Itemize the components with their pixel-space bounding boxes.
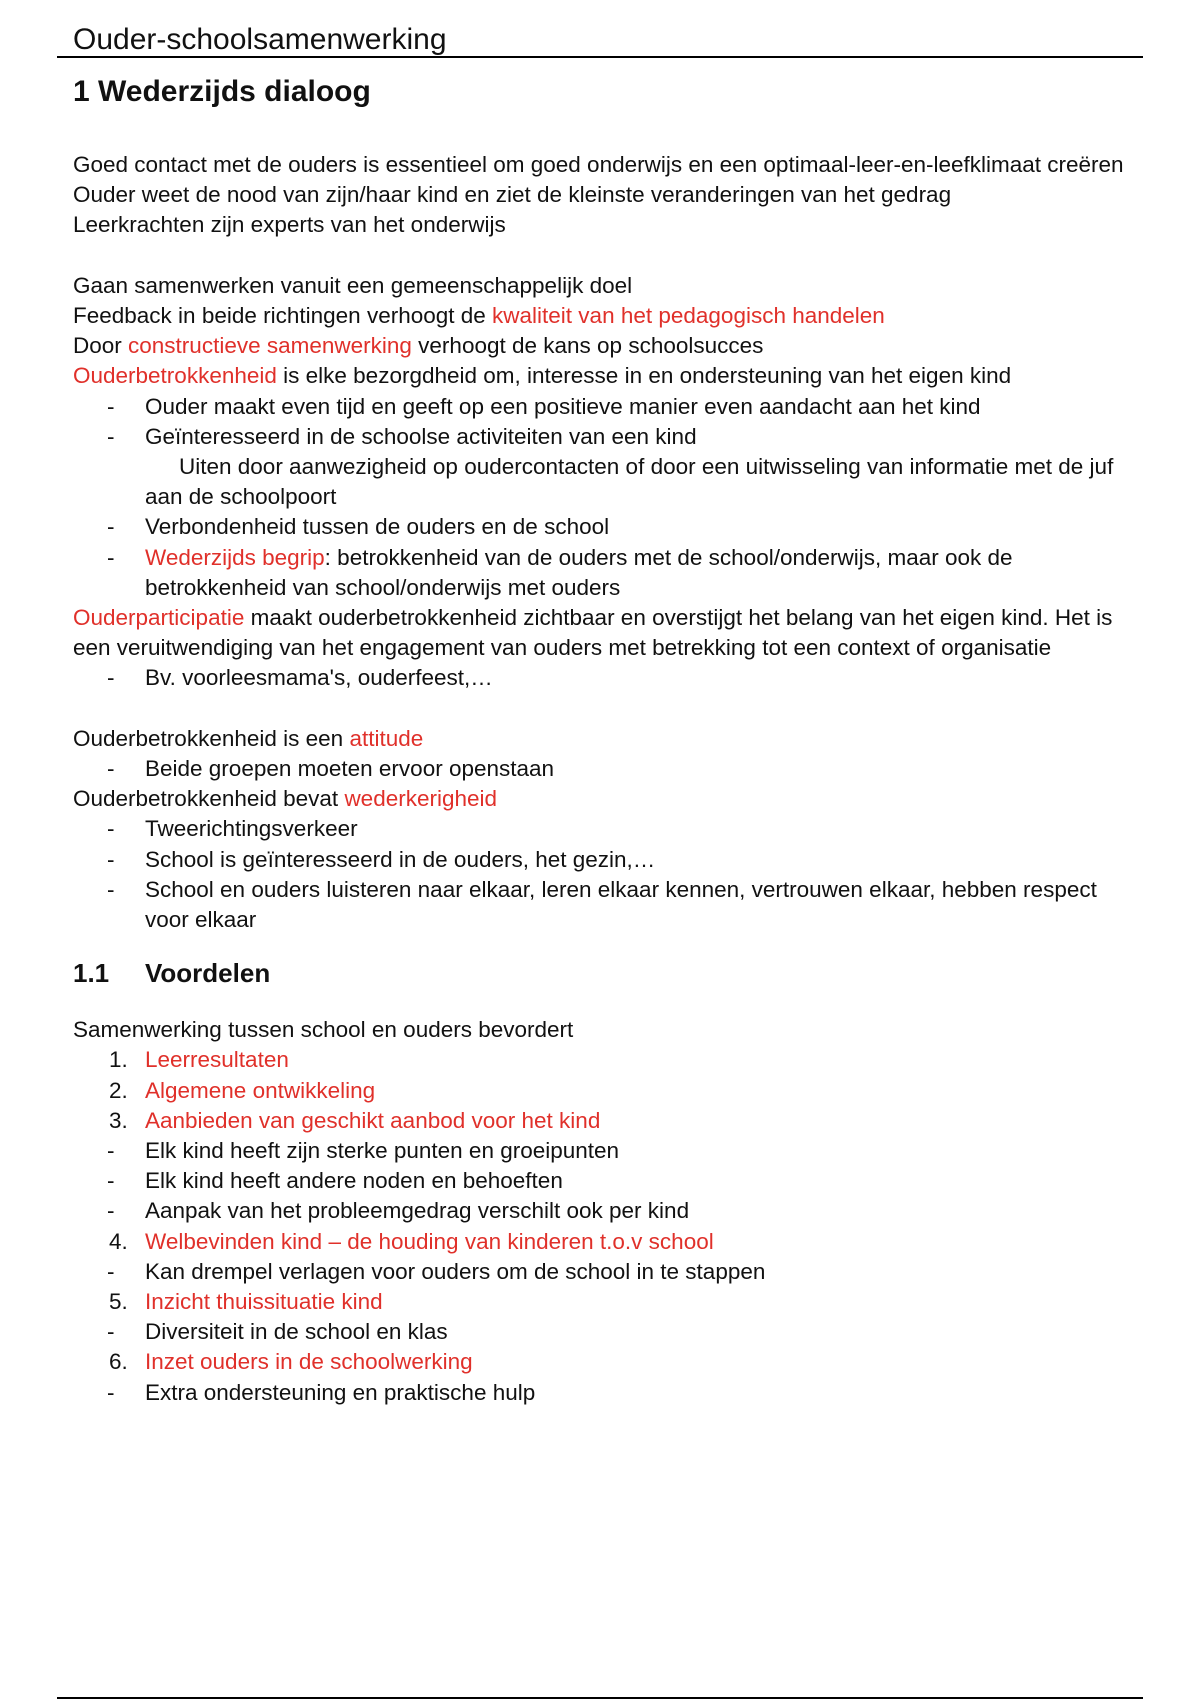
header-rule bbox=[57, 56, 1143, 58]
bullet-dash: - bbox=[107, 1319, 115, 1345]
highlight-term: Inzet ouders in de schoolwerking bbox=[145, 1349, 473, 1375]
list-item bbox=[73, 875, 1143, 935]
text: Ouderbetrokkenheid bevat bbox=[73, 786, 345, 812]
list-number: 4. bbox=[109, 1228, 128, 1254]
list-item-text: Kan drempel verlagen voor ouders om de school in te stappen bbox=[145, 1258, 766, 1284]
list-item bbox=[73, 422, 1143, 452]
spacer bbox=[73, 241, 1143, 271]
highlight-term: attitude bbox=[349, 725, 424, 751]
heading-text: Voordelen bbox=[145, 958, 271, 989]
text: Ouderbetrokkenheid is een bbox=[73, 725, 350, 751]
list-item bbox=[73, 392, 1143, 422]
numbered-item bbox=[73, 1076, 1143, 1106]
bullet-dash: - bbox=[107, 756, 115, 782]
bullet-dash: - bbox=[107, 544, 115, 570]
list-item-text: Aanpak van het probleemgedrag verschilt ook per kind bbox=[145, 1198, 690, 1224]
list-item-text: Verbondenheid tussen de ouders en de school bbox=[145, 514, 610, 540]
highlight-term: wederkerigheid bbox=[344, 786, 498, 812]
heading-number: 1.1 bbox=[73, 958, 110, 989]
list-item-text: Elk kind heeft zijn sterke punten en groeipunten bbox=[145, 1138, 620, 1164]
text: maakt ouderbetrokkenheid zichtbaar en overstijgt het belang van het eigen kind. Het is een veruitwendiging van het engagement van ouders met betrekking tot een context of organisatie bbox=[73, 605, 1113, 661]
bullet-dash: - bbox=[107, 423, 115, 449]
text: verhoogt de kans op schoolsucces bbox=[411, 333, 764, 359]
bullet-dash: - bbox=[107, 1138, 115, 1164]
list-number: 3. bbox=[109, 1107, 128, 1133]
highlight-term: Inzicht thuissituatie kind bbox=[145, 1289, 383, 1315]
list-item bbox=[73, 663, 1143, 693]
paragraph bbox=[73, 784, 1143, 814]
paragraph: Samenwerking tussen school en ouders bevordert bbox=[73, 1017, 574, 1043]
list-item-text: Ouder maakt even tijd en geeft op een positieve manier even aandacht aan het kind bbox=[145, 393, 981, 419]
list-item bbox=[73, 1166, 1143, 1196]
list-item-text: Beide groepen moeten ervoor openstaan bbox=[145, 756, 555, 782]
list-item-text: : betrokkenheid van de ouders met de school/onderwijs, maar ook de betrokkenheid van school/onderwijs met ouders bbox=[145, 544, 1013, 600]
document-body bbox=[73, 72, 1143, 1408]
paragraph bbox=[73, 301, 1143, 331]
text: Feedback in beide richtingen verhoogt de bbox=[73, 303, 493, 328]
list-item-text: Geïnteresseerd in de schoolse activiteiten van een kind bbox=[145, 423, 697, 449]
paragraph: Gaan samenwerken vanuit een gemeenschappelijk doel bbox=[73, 272, 633, 298]
highlight-term: Leerresultaten bbox=[145, 1047, 289, 1073]
paragraph: Ouder weet de nood van zijn/haar kind en ziet de kleinste veranderingen van het gedrag bbox=[73, 182, 952, 208]
highlight-term: constructieve samenwerking bbox=[128, 333, 412, 359]
section-1-heading: 1 Wederzijds dialoog bbox=[73, 75, 371, 108]
numbered-item bbox=[73, 1347, 1143, 1377]
list-item bbox=[73, 754, 1143, 784]
highlight-term: Aanbieden van geschikt aanbod voor het kind bbox=[145, 1107, 601, 1133]
spacer bbox=[73, 694, 1143, 724]
paragraph: Goed contact met de ouders is essentieel om goed onderwijs en een optimaal-leer-en-leefklimaat creëren bbox=[73, 152, 1124, 177]
highlight-term: Welbevinden kind – de houding van kinderen t.o.v school bbox=[145, 1228, 714, 1254]
bullet-dash: - bbox=[107, 665, 115, 691]
paragraph bbox=[73, 603, 1143, 663]
bullet-dash: - bbox=[107, 1198, 115, 1224]
header-title: Ouder-schoolsamenwerking bbox=[73, 23, 447, 56]
numbered-item bbox=[73, 1287, 1143, 1317]
text: is elke bezorgdheid om, interesse in en ondersteuning van het eigen kind bbox=[276, 363, 1012, 389]
paragraph bbox=[73, 361, 1143, 391]
list-item-text: Diversiteit in de school en klas bbox=[145, 1319, 448, 1345]
section-1-1-heading bbox=[73, 953, 1143, 993]
bullet-dash: - bbox=[107, 1168, 115, 1194]
list-number: 5. bbox=[109, 1289, 128, 1315]
list-item bbox=[73, 512, 1143, 542]
list-number: 2. bbox=[109, 1077, 128, 1103]
highlight-term: Algemene ontwikkeling bbox=[145, 1077, 376, 1103]
list-item bbox=[73, 1378, 1143, 1408]
footer-rule bbox=[57, 1697, 1143, 1699]
list-item bbox=[73, 1257, 1143, 1287]
list-item bbox=[73, 1136, 1143, 1166]
list-number: 1. bbox=[109, 1047, 128, 1073]
list-number: 6. bbox=[109, 1349, 128, 1375]
bullet-dash: - bbox=[107, 846, 115, 872]
list-item-text: Elk kind heeft andere noden en behoeften bbox=[145, 1168, 563, 1194]
numbered-item bbox=[73, 1227, 1143, 1257]
bullet-dash: - bbox=[107, 393, 115, 419]
list-item-text: Extra ondersteuning en praktische hulp bbox=[145, 1379, 536, 1405]
list-item bbox=[73, 543, 1143, 603]
bullet-dash: - bbox=[107, 1379, 115, 1405]
highlight-term: Ouderbetrokkenheid bbox=[73, 363, 277, 389]
highlight-term: Wederzijds begrip bbox=[145, 544, 325, 570]
highlight-term: Ouderparticipatie bbox=[73, 605, 245, 631]
bullet-dash: - bbox=[107, 876, 115, 902]
paragraph bbox=[73, 724, 1143, 754]
numbered-item bbox=[73, 1045, 1143, 1075]
list-item bbox=[73, 1317, 1143, 1347]
list-item bbox=[73, 845, 1143, 875]
bullet-dash: - bbox=[107, 514, 115, 540]
bullet-dash: - bbox=[107, 816, 115, 842]
list-item-text: School en ouders luisteren naar elkaar, leren elkaar kennen, vertrouwen elkaar, hebben respect voor elkaar bbox=[145, 876, 1097, 933]
list-item bbox=[73, 814, 1143, 844]
paragraph: Leerkrachten zijn experts van het onderwijs bbox=[73, 212, 506, 238]
text: Door bbox=[73, 333, 129, 359]
bullet-dash: - bbox=[107, 1258, 115, 1284]
numbered-item bbox=[73, 1106, 1143, 1136]
highlight-term: kwaliteit van het pedagogisch handelen bbox=[492, 303, 885, 328]
list-item-text: Bv. voorleesmama's, ouderfeest,… bbox=[145, 665, 493, 691]
list-item-text: School is geïnteresseerd in de ouders, het gezin,… bbox=[145, 846, 656, 872]
paragraph bbox=[73, 331, 1143, 361]
list-subparagraph: Uiten door aanwezigheid op oudercontacten of door een uitwisseling van informatie met de juf aan de schoolpoort bbox=[145, 454, 1114, 510]
list-item-text: Tweerichtingsverkeer bbox=[145, 816, 358, 842]
list-item bbox=[73, 1196, 1143, 1226]
